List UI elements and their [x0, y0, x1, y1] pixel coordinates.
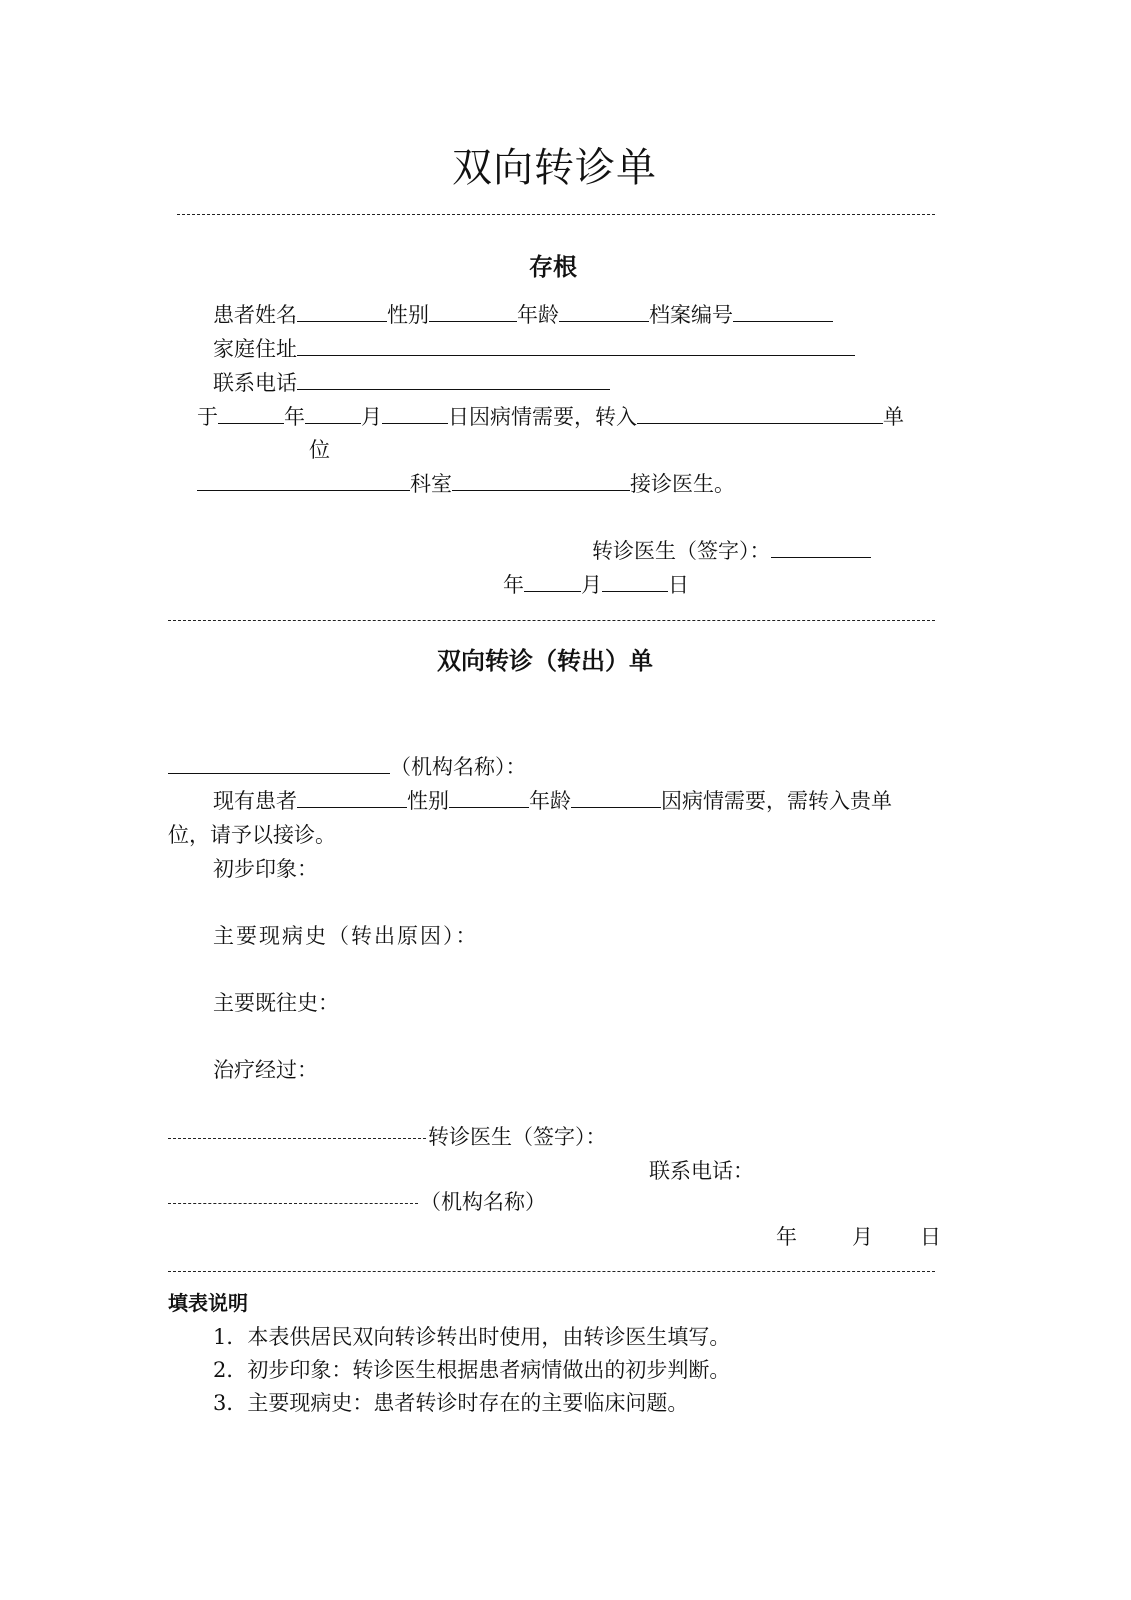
- address-blank[interactable]: [297, 336, 855, 356]
- referral-org-dashes: [168, 1203, 418, 1204]
- referral-gender-label: 性别: [407, 789, 449, 813]
- current-patient-blank[interactable]: [297, 788, 407, 808]
- stub-day-blank[interactable]: [602, 572, 668, 592]
- current-patient-label: 现有患者: [213, 789, 297, 813]
- referral-heading: 双向转诊（转出）单: [437, 646, 653, 675]
- page-title: 双向转诊单: [452, 145, 657, 191]
- referral-date-day: 日: [920, 1225, 941, 1249]
- department-blank[interactable]: [452, 471, 630, 491]
- gender-label: 性别: [387, 303, 429, 327]
- stub-month-blank[interactable]: [524, 572, 581, 592]
- department-label: 科室: [410, 472, 452, 496]
- gender-blank[interactable]: [429, 302, 517, 322]
- referral-phone-label: 联系电话：: [649, 1159, 754, 1183]
- unit-label-wei: 位: [309, 438, 330, 462]
- referral-patient-row: [213, 788, 892, 814]
- file-number-blank[interactable]: [733, 302, 833, 322]
- age-blank[interactable]: [559, 302, 649, 322]
- stub-signature-label: 转诊医生（签字）：: [592, 539, 771, 563]
- instruction-item: 2．初步印象：转诊医生根据患者病情做出的初步判断。: [213, 1358, 731, 1382]
- address-label: 家庭住址: [213, 337, 297, 361]
- phone-label: 联系电话: [213, 371, 297, 395]
- initial-impression-label: 初步印象：: [213, 857, 318, 881]
- treatment-label: 治疗经过：: [213, 1058, 318, 1082]
- file-number-label: 档案编号: [649, 303, 733, 327]
- referral-signature-dashes: [168, 1138, 426, 1139]
- referral-reason-label: 因病情需要，需转入贵单: [661, 789, 892, 813]
- day-reason-label: 日因病情需要，转入: [448, 405, 637, 429]
- receiving-doctor-label: 接诊医生。: [630, 472, 735, 496]
- referral-org-row: [168, 754, 527, 780]
- past-history-label: 主要既往史：: [213, 991, 339, 1015]
- stub-date-year: 年: [503, 573, 524, 597]
- stub-row-department: [197, 471, 735, 497]
- divider-top: [177, 214, 935, 215]
- stub-row-phone: [213, 370, 610, 396]
- referral-age-blank[interactable]: [571, 788, 661, 808]
- referral-gender-blank[interactable]: [449, 788, 529, 808]
- instruction-item: 3．主要现病史：患者转诊时存在的主要临床问题。: [213, 1391, 689, 1415]
- stub-date-row: [503, 572, 689, 598]
- patient-name-label: 患者姓名: [213, 303, 297, 327]
- phone-blank[interactable]: [297, 370, 610, 390]
- yu-label: 于: [197, 405, 218, 429]
- present-history-label: 主要现病史（转出原因）：: [213, 924, 479, 948]
- referral-org-name-label: （机构名称）: [420, 1190, 546, 1214]
- stub-heading: 存根: [529, 252, 577, 281]
- patient-name-blank[interactable]: [297, 302, 387, 322]
- referral-date-month: 月: [852, 1225, 873, 1249]
- divider-middle: [168, 620, 935, 621]
- referral-age-label: 年龄: [529, 789, 571, 813]
- instructions-heading: 填表说明: [168, 1291, 248, 1315]
- referral-date-year: 年: [776, 1225, 797, 1249]
- month-blank[interactable]: [305, 404, 361, 424]
- unit-name-blank[interactable]: [197, 471, 410, 491]
- month-label: 月: [361, 405, 382, 429]
- stub-date-month: 月: [581, 573, 602, 597]
- day-blank[interactable]: [382, 404, 448, 424]
- stub-row-address: [213, 336, 855, 362]
- year-label: 年: [284, 405, 305, 429]
- stub-date-day: 日: [668, 573, 689, 597]
- stub-row-transfer: [197, 404, 904, 430]
- stub-row-patient: [213, 302, 833, 328]
- referral-patient-row2: 位，请予以接诊。: [168, 823, 336, 847]
- stub-signature-blank[interactable]: [771, 538, 871, 558]
- divider-bottom: [168, 1271, 935, 1272]
- stub-signature-row: [592, 538, 871, 564]
- referral-signature-label: 转诊医生（签字）：: [428, 1125, 607, 1149]
- year-blank[interactable]: [218, 404, 284, 424]
- referral-org-blank[interactable]: [168, 754, 390, 774]
- referral-org-label: （机构名称）：: [390, 755, 527, 779]
- target-unit-blank[interactable]: [637, 404, 883, 424]
- age-label: 年龄: [517, 303, 559, 327]
- instruction-item: 1．本表供居民双向转诊转出时使用，由转诊医生填写。: [213, 1325, 731, 1349]
- unit-label-dan: 单: [883, 405, 904, 429]
